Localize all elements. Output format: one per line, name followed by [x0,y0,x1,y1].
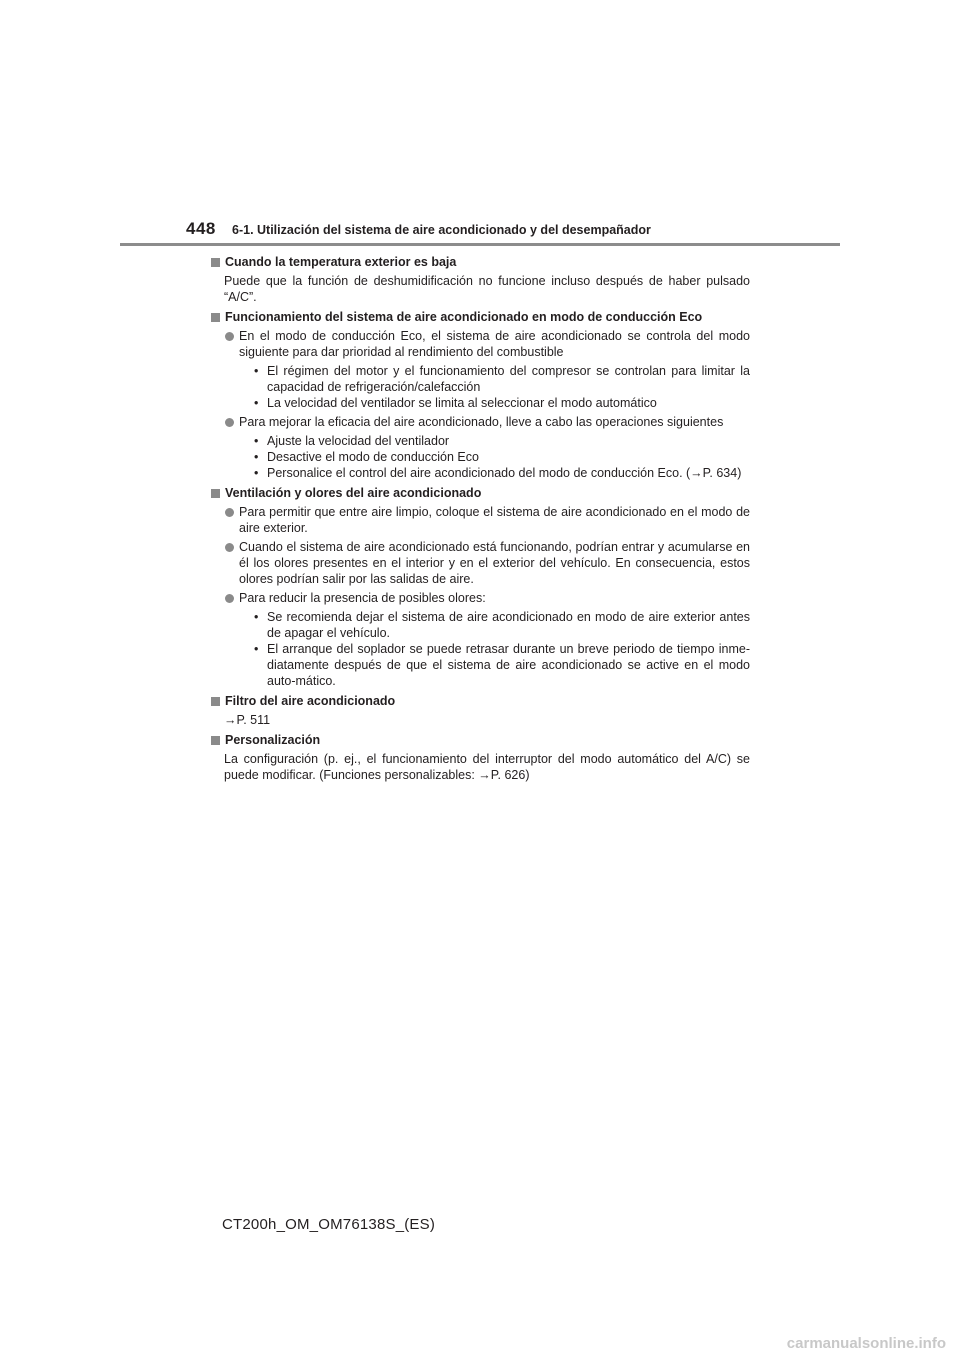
page-reference-link[interactable]: →P. 511 [224,713,271,727]
sub-list-item: • Personalice el control del aire acondicionado del modo de conducción Eco. (→P. 634) [254,465,750,481]
heading-text: Funcionamiento del sistema de aire acondicionado en modo de conducción Eco [225,310,703,324]
circle-bullet-icon [225,543,234,552]
sub-item-text: Personalice el control del aire acondicionado del modo de conducción Eco. (→P. 634) [267,466,742,480]
bullet-text: Para mejorar la eficacia del aire acondicionado, lleve a cabo las operaciones siguientes [239,415,724,429]
header-divider [120,243,840,246]
circle-bullet-icon [225,332,234,341]
page-number: 448 [186,219,216,238]
square-bullet-icon [211,697,220,706]
square-bullet-icon [211,736,220,745]
sub-list [254,363,750,411]
list-item [224,414,750,430]
sub-list [254,433,750,481]
watermark: carmanualsonline.info [786,1335,946,1352]
sub-item-text: El régimen del motor y el funcionamiento del compresor se controlan para limitar la capacidad de refrigeración/calefacción [267,364,750,394]
circle-bullet-icon [225,594,234,603]
sub-list-item: • Ajuste la velocidad del ventilador [254,433,750,449]
heading-text: Ventilación y olores del aire acondicionado [225,486,482,500]
list-item [224,590,750,606]
section-paragraph: Puede que la función de deshumidificación no funcione incluso después de haber pulsado “A/C”. [224,274,750,304]
circle-bullet-icon [225,508,234,517]
list-item [224,539,750,587]
bullet-text: En el modo de conducción Eco, el sistema de aire acondicionado se controla del modo siguiente para dar prioridad al rendimiento del combustible [239,329,750,359]
sub-list-item: • Se recomienda dejar el sistema de aire acondicionado en modo de aire exterior antes de apagar el vehículo. [254,610,750,640]
sub-item-text: Se recomienda dejar el sistema de aire acondicionado en modo de aire exterior antes de apagar el vehículo. [267,610,750,640]
square-bullet-icon [211,489,220,498]
section-heading [210,693,750,709]
sub-list [254,609,750,689]
sub-item-text: La velocidad del ventilador se limita al seleccionar el modo automático [267,396,657,410]
document-code: CT200h_OM_OM76138S_(ES) [222,1216,436,1233]
section-heading [210,309,750,325]
sub-list-item: • El arranque del soplador se puede retrasar durante un breve periodo de tiempo inme-diatamente después de que el sistema de aire acondicionado se active en el modo auto-mático. [254,642,750,688]
square-bullet-icon [211,258,220,267]
section-title: 6-1. Utilización del sistema de aire acondicionado y del desempañador [232,223,651,237]
section-ventilation-odors [210,485,750,689]
sub-list-item: • La velocidad del ventilador se limita al seleccionar el modo automático [254,395,750,411]
bullet-text: Para reducir la presencia de posibles olores: [239,591,486,605]
heading-text: Personalización [225,733,321,747]
page-content [210,254,750,787]
section-customization [210,732,750,783]
square-bullet-icon [211,313,220,322]
circle-bullet-icon [225,418,234,427]
sub-item-text: Desactive el modo de conducción Eco [267,450,479,464]
bullet-text: Cuando el sistema de aire acondicionado está funcionando, podrían entrar y acumularse en él los olores presentes en el interior y en el exterior del vehículo. En consecuencia, estos olores podrían salir por las salidas de aire. [239,540,750,586]
section-heading [210,732,750,748]
bullet-text: Para permitir que entre aire limpio, coloque el sistema de aire acondicionado en el modo de aire exterior. [239,505,750,535]
section-cold-temperature [210,254,750,305]
list-item [224,328,750,360]
section-heading [210,485,750,501]
section-eco-mode [210,309,750,481]
heading-text: Filtro del aire acondicionado [225,694,396,708]
heading-text: Cuando la temperatura exterior es baja [225,255,457,269]
section-paragraph: La configuración (p. ej., el funcionamiento del interruptor del modo automático del A/C) se puede modificar. (Funciones personalizables: →P. 626) [224,752,750,782]
sub-item-text: Ajuste la velocidad del ventilador [267,434,450,448]
section-ac-filter [210,693,750,728]
sub-list-item: • El régimen del motor y el funcionamiento del compresor se controlan para limitar la capacidad de refrigeración/calefacción [254,364,750,394]
section-heading [210,254,750,270]
sub-item-text: El arranque del soplador se puede retrasar durante un breve periodo de tiempo inme-diatamente después de que el sistema de aire acondicionado se active en el modo auto-mático. [267,642,750,688]
list-item [224,504,750,536]
sub-list-item: • Desactive el modo de conducción Eco [254,449,750,465]
